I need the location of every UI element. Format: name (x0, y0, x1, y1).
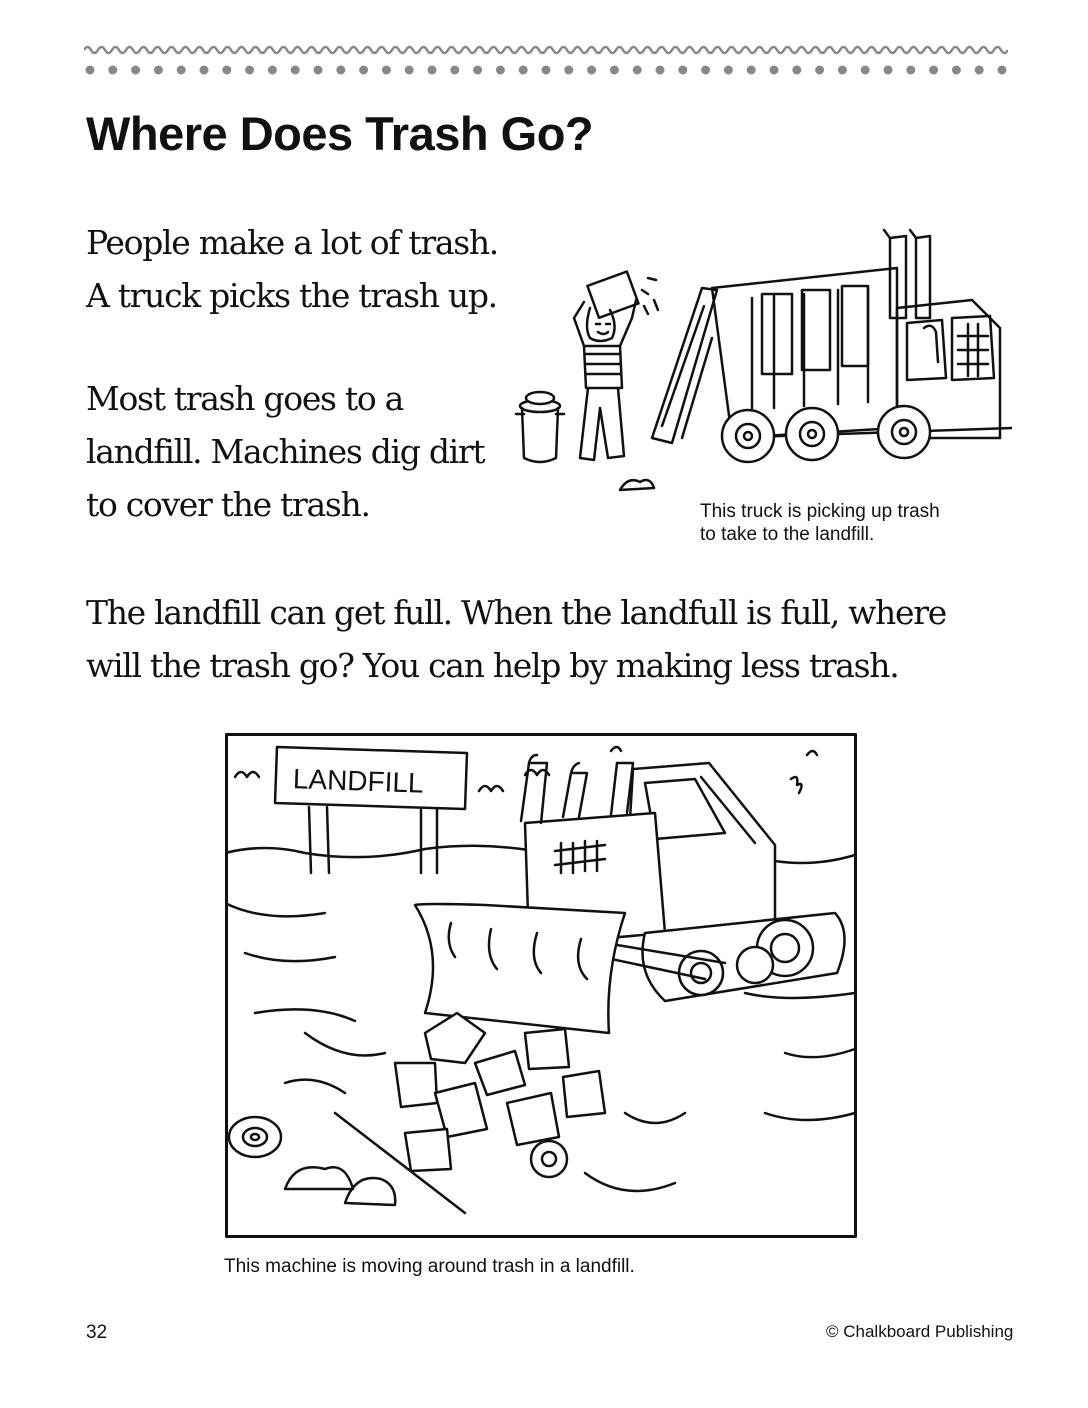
border-dot (610, 66, 619, 75)
border-dot (222, 66, 231, 75)
border-dot (200, 66, 209, 75)
border-dot (405, 66, 414, 75)
border-dot (86, 66, 95, 75)
border-dot (792, 66, 801, 75)
garbage-truck-illustration (512, 228, 1012, 504)
border-dot (245, 66, 254, 75)
truck-caption (700, 500, 940, 546)
border-dot (519, 66, 528, 75)
border-dot (952, 66, 961, 75)
text-line: People make a lot of trash. (86, 223, 498, 262)
border-dot (815, 66, 824, 75)
border-dot (998, 66, 1007, 75)
border-dot (929, 66, 938, 75)
paragraph-conclusion (86, 586, 1006, 692)
trash-can-icon (516, 392, 564, 462)
border-dot (314, 66, 323, 75)
border-dot (678, 66, 687, 75)
border-dot (450, 66, 459, 75)
text-line: will the trash go? You can help by making less trash. (86, 646, 899, 685)
page-number: 32 (86, 1322, 108, 1343)
border-dot (838, 66, 847, 75)
landfill-bulldozer-illustration (225, 733, 857, 1238)
paragraph-landfill (86, 372, 546, 531)
truck-body (652, 230, 1012, 443)
border-dot (108, 66, 117, 75)
text-line: landfill. Machines dig dirt (86, 432, 485, 471)
text-line: to cover the trash. (86, 485, 370, 524)
truck-wheels (722, 406, 930, 462)
copyright-notice: © Chalkboard Publishing (826, 1322, 1014, 1341)
paragraph-intro (86, 216, 546, 322)
border-dot (291, 66, 300, 75)
border-dot (131, 66, 140, 75)
caption-line: to take to the landfill. (700, 524, 875, 545)
border-dot (884, 66, 893, 75)
border-dot (268, 66, 277, 75)
landfill-caption: This machine is moving around trash in a landfill. (224, 1256, 635, 1277)
border-dot (177, 66, 186, 75)
border-dot (633, 66, 642, 75)
border-dot (336, 66, 345, 75)
border-dot (975, 66, 984, 75)
border-dot (724, 66, 733, 75)
border-dot (359, 66, 368, 75)
border-dot (564, 66, 573, 75)
bulldozer (415, 755, 845, 1033)
landfill-sign (275, 747, 467, 873)
landfill-sign-label: LANDFILL (292, 763, 425, 799)
border-dot (906, 66, 915, 75)
border-dot (747, 66, 756, 75)
border-dot (701, 66, 710, 75)
border-dot (496, 66, 505, 75)
border-dot (542, 66, 551, 75)
border-dot (473, 66, 482, 75)
border-dot (587, 66, 596, 75)
border-dot (154, 66, 163, 75)
trash-pile (395, 1013, 605, 1177)
tire-icon (229, 1117, 281, 1157)
caption-line: This truck is picking up trash (700, 501, 940, 522)
page-title: Where Does Trash Go? (86, 107, 594, 160)
text-line: The landfill can get full. When the landfull is full, where (86, 593, 946, 632)
border-dot (428, 66, 437, 75)
border-dot (770, 66, 779, 75)
border-dot (656, 66, 665, 75)
worker-figure (574, 272, 658, 460)
border-dot (382, 66, 391, 75)
border-dot (861, 66, 870, 75)
decorative-header-border (84, 40, 1008, 80)
text-line: A truck picks the trash up. (86, 276, 497, 315)
text-line: Most trash goes to a (86, 379, 403, 418)
